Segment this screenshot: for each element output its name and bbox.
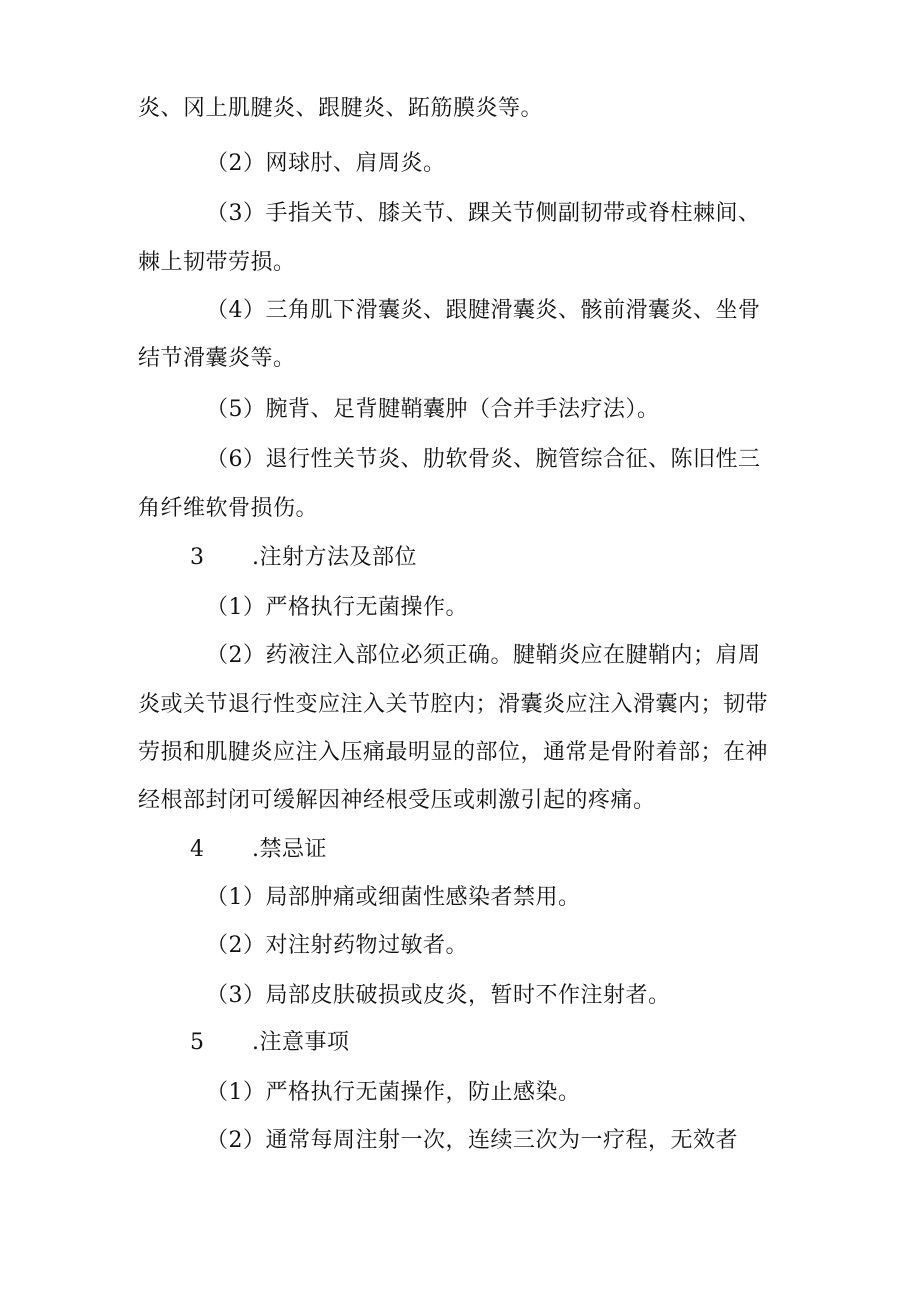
list-item: （2）网球肘、肩周炎。 <box>206 151 446 176</box>
list-item: （1）局部肿痛或细菌性感染者禁用。 <box>206 885 581 910</box>
text-line: 结节滑囊炎等。 <box>138 346 296 371</box>
list-item: （3）手指关节、膝关节、踝关节侧副韧带或脊柱棘间、 <box>206 201 761 226</box>
section-heading <box>190 543 417 573</box>
section-title: .禁忌证 <box>252 837 327 862</box>
list-item: （5）腕背、足背腱鞘囊肿（合并手法疗法）。 <box>206 397 660 422</box>
list-item: （2）药液注入部位必须正确。腱鞘炎应在腱鞘内；肩周 <box>206 643 761 668</box>
section-heading <box>190 1028 350 1058</box>
text-line: 炎、冈上肌腱炎、跟腱炎、跖筋膜炎等。 <box>138 96 544 121</box>
section-number: 4 <box>190 837 205 862</box>
section-title: .注意事项 <box>252 1030 350 1055</box>
section-number: 5 <box>190 1030 205 1055</box>
text-line: 劳损和肌腱炎应注入压痛最明显的部位，通常是骨附着部；在神 <box>138 740 769 765</box>
list-item: （2）对注射药物过敏者。 <box>206 933 468 958</box>
section-heading <box>190 835 327 865</box>
section-title: .注射方法及部位 <box>252 545 417 570</box>
text-line: 经根部封闭可缓解因神经根受压或刺激引起的疼痛。 <box>138 788 656 813</box>
text-line: 炎或关节退行性变应注入关节腔内；滑囊炎应注入滑囊内；韧带 <box>138 692 769 717</box>
list-item: （3）局部皮肤破损或皮炎，暂时不作注射者。 <box>206 983 671 1008</box>
list-item: （2）通常每周注射一次，连续三次为一疗程，无效者 <box>206 1128 738 1153</box>
list-item: （1）严格执行无菌操作，防止感染。 <box>206 1080 581 1105</box>
section-number: 3 <box>190 545 205 570</box>
list-item: （4）三角肌下滑囊炎、跟腱滑囊炎、骸前滑囊炎、坐骨 <box>206 298 761 323</box>
text-line: 棘上韧带劳损。 <box>138 250 296 275</box>
list-item: （6）退行性关节炎、肋软骨炎、腕管综合征、陈旧性三 <box>206 447 761 472</box>
text-line: 角纤维软骨损伤。 <box>138 496 319 521</box>
list-item: （1）严格执行无菌操作。 <box>206 595 468 620</box>
